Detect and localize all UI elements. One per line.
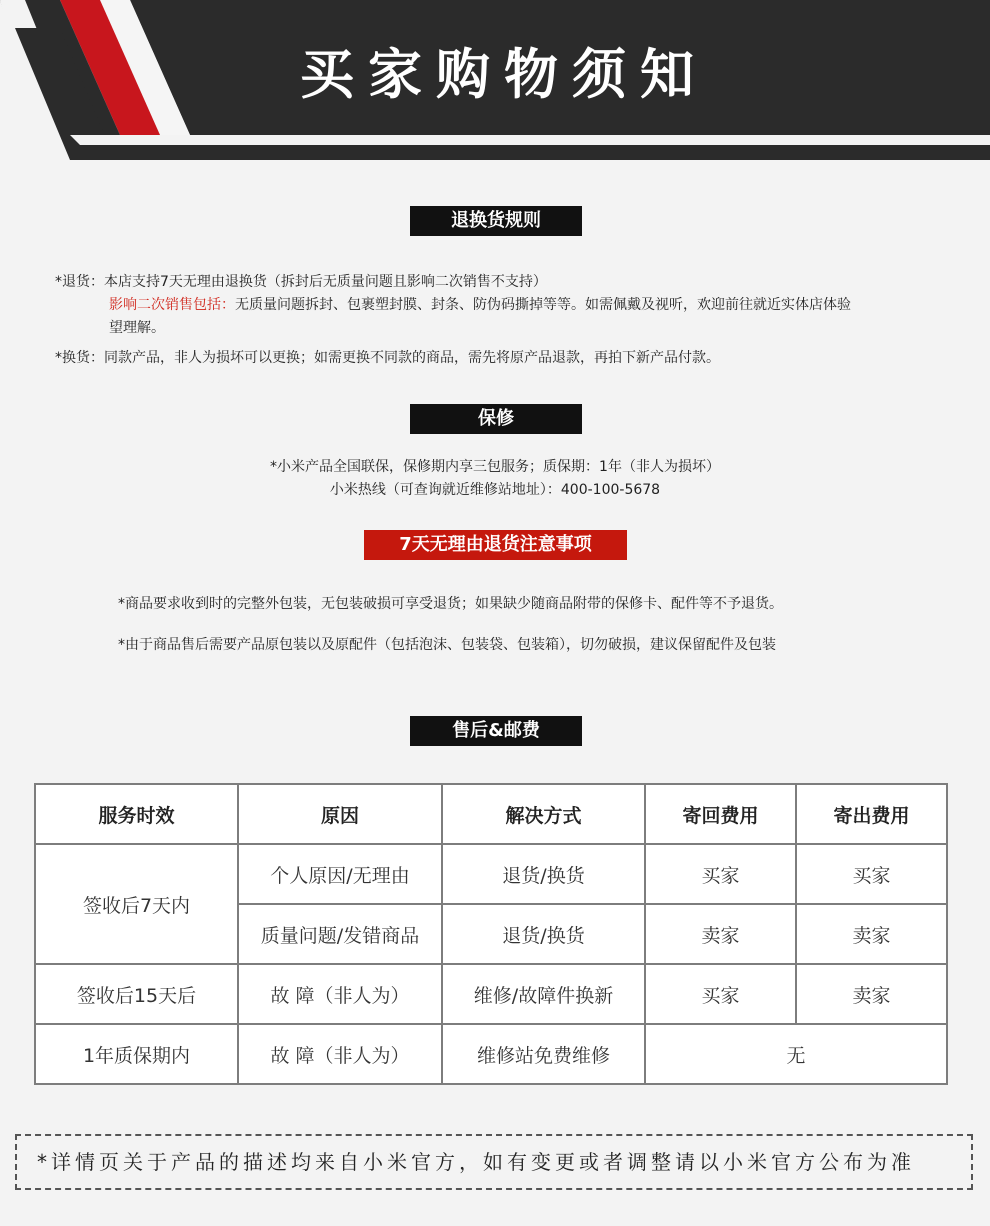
seven-day-section-title: 7天无理由退货注意事项 (364, 530, 627, 560)
exchange-rule-text: *换货：同款产品，非人为损坏可以更换；如需更换不同款的商品，需先将原产品退款，再拍下新产品付款。 (55, 350, 720, 366)
solution-cell: 维修/故障件换新 (442, 964, 645, 1024)
reason-cell: 质量问题/发错商品 (238, 904, 442, 964)
returns-rule-text: *退货：本店支持7天无理由退换货（拆封后无质量问题且影响二次销售不支持） (55, 274, 547, 290)
return-cost-cell: 买家 (645, 844, 796, 904)
header-bottom-bar (90, 145, 990, 160)
ship-cost-cell: 卖家 (796, 964, 947, 1024)
table-row (35, 844, 947, 904)
warranty-section-title: 保修 (410, 404, 582, 434)
header-reason: 原因 (238, 784, 442, 844)
cost-cell: 无 (645, 1024, 947, 1084)
seven-day-line-1: *商品要求收到时的完整外包装，无包装破损可享受退货；如果缺少随商品附带的保修卡、配件等不予退货。 (118, 596, 783, 612)
after-sales-table (34, 783, 948, 1085)
solution-cell: 维修站免费维修 (442, 1024, 645, 1084)
header-ship-cost: 寄出费用 (796, 784, 947, 844)
after-sales-section-title: 售后&邮费 (410, 716, 582, 746)
table-row (35, 964, 947, 1024)
reason-cell: 个人原因/无理由 (238, 844, 442, 904)
return-cost-cell: 卖家 (645, 904, 796, 964)
table-header-row (35, 784, 947, 844)
header-return-cost: 寄回费用 (645, 784, 796, 844)
header-banner (0, 0, 990, 160)
table-row (35, 1024, 947, 1084)
ship-cost-cell: 卖家 (796, 904, 947, 964)
period-cell: 签收后7天内 (35, 844, 238, 964)
returns-detail-end: 望理解。 (109, 320, 165, 336)
header-period: 服务时效 (35, 784, 238, 844)
header-solution: 解决方式 (442, 784, 645, 844)
page-title: 买家购物须知 (300, 43, 708, 106)
official-notice: *详情页关于产品的描述均来自小米官方，如有变更或者调整请以小米官方公布为准 (15, 1134, 973, 1190)
reason-cell: 故 障（非人为） (238, 964, 442, 1024)
returns-section-title: 退换货规则 (410, 206, 582, 236)
return-cost-cell: 买家 (645, 964, 796, 1024)
solution-cell: 退货/换货 (442, 844, 645, 904)
ship-cost-cell: 买家 (796, 844, 947, 904)
warranty-line-1: *小米产品全国联保，保修期内享三包服务；质保期：1年（非人为损坏） (270, 459, 720, 475)
secondary-sale-text: 无质量问题拆封、包裹塑封膜、封条、防伪码撕掉等等。如需佩戴及视听，欢迎前往就近实体店体验 (235, 297, 851, 313)
period-cell: 签收后15天后 (35, 964, 238, 1024)
secondary-sale-label: 影响二次销售包括： (109, 297, 235, 313)
returns-detail-line (109, 295, 851, 315)
header-separator (70, 135, 990, 145)
warranty-hotline: 小米热线（可查询就近维修站地址）：400-100-5678 (329, 482, 661, 498)
period-cell: 1年质保期内 (35, 1024, 238, 1084)
reason-cell: 故 障（非人为） (238, 1024, 442, 1084)
seven-day-line-2: *由于商品售后需要产品原包装以及原配件（包括泡沫、包装袋、包装箱），切勿破损，建议保留配件及包装 (118, 637, 776, 653)
solution-cell: 退货/换货 (442, 904, 645, 964)
